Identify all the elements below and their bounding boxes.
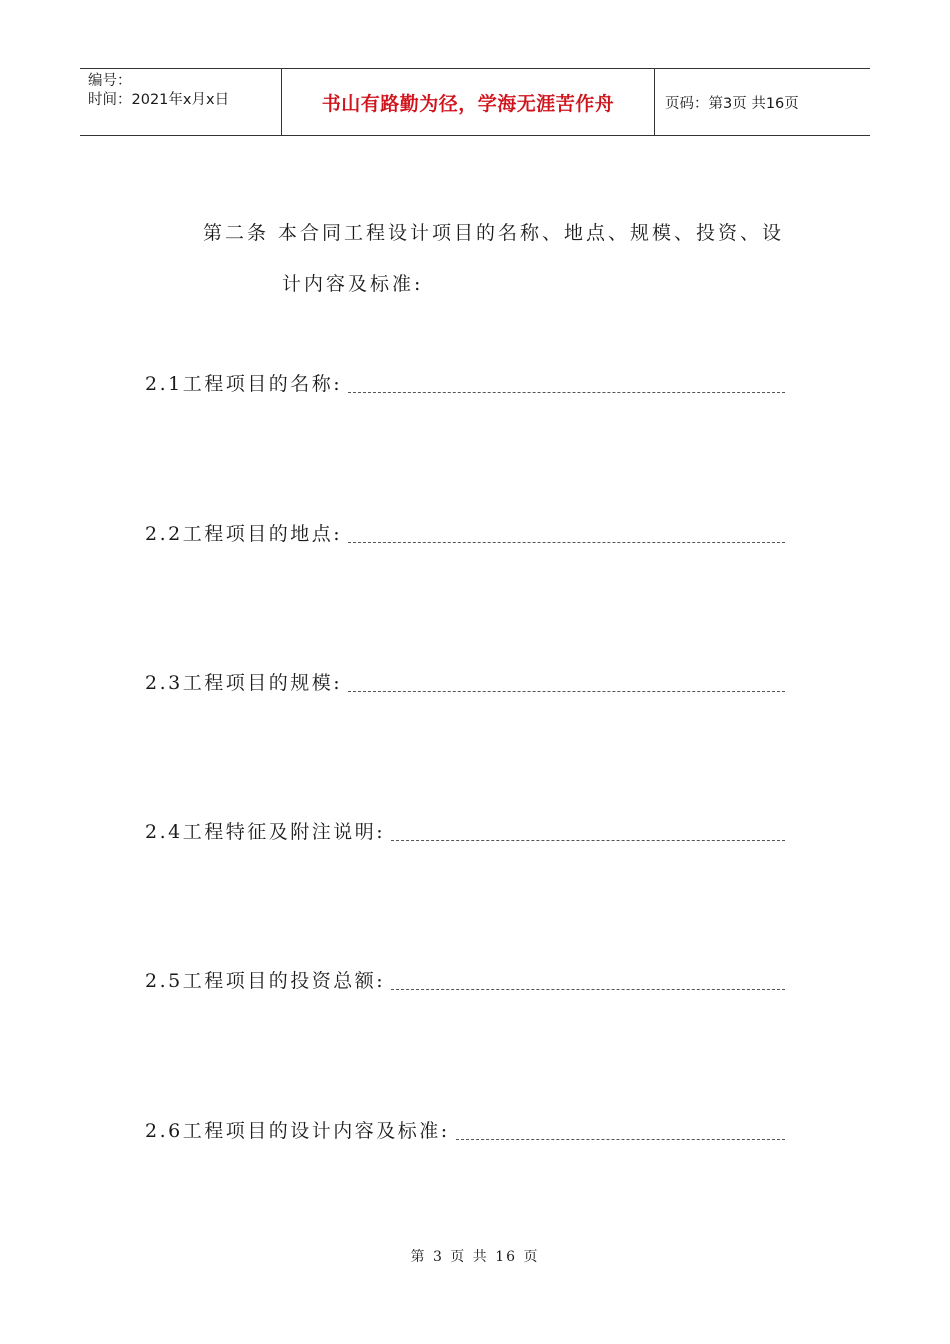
article-heading-line1: 第二条 本合同工程设计项目的名称、地点、规模、投资、设 — [203, 222, 785, 244]
form-item-label: 2.2工程项目的地点: — [145, 523, 343, 545]
form-item-project-features — [145, 818, 785, 846]
fill-in-blank[interactable] — [348, 691, 785, 692]
header-motto: 书山有路勤为径，学海无涯苦作舟 — [282, 69, 655, 135]
fill-in-blank[interactable] — [391, 840, 785, 841]
form-item-label: 2.1工程项目的名称: — [145, 373, 343, 395]
header-meta-cell — [80, 69, 282, 135]
fill-in-blank[interactable] — [348, 542, 785, 543]
fill-in-blank[interactable] — [348, 392, 785, 393]
form-item-project-location — [145, 520, 785, 548]
form-item-project-name — [145, 370, 785, 398]
form-item-label: 2.6工程项目的设计内容及标准: — [145, 1120, 450, 1142]
serial-number-label: 编号： — [88, 73, 132, 89]
form-item-label: 2.4工程特征及附注说明: — [145, 821, 386, 843]
article-heading-line2: 计内容及标准: — [282, 273, 424, 295]
form-item-label: 2.3工程项目的规模: — [145, 672, 343, 694]
form-item-label: 2.5工程项目的投资总额: — [145, 970, 386, 992]
form-item-project-scale — [145, 669, 785, 697]
page-footer: 第 3 页 共 16 页 — [410, 1249, 540, 1265]
header-page-info: 页码：第3页 共16页 — [665, 95, 799, 112]
page-header — [80, 68, 870, 136]
fill-in-blank[interactable] — [391, 989, 785, 990]
date-label: 时间：2021年x月x日 — [88, 92, 230, 108]
form-item-total-investment — [145, 967, 785, 995]
fill-in-blank[interactable] — [456, 1139, 785, 1140]
form-item-design-content — [145, 1117, 785, 1145]
